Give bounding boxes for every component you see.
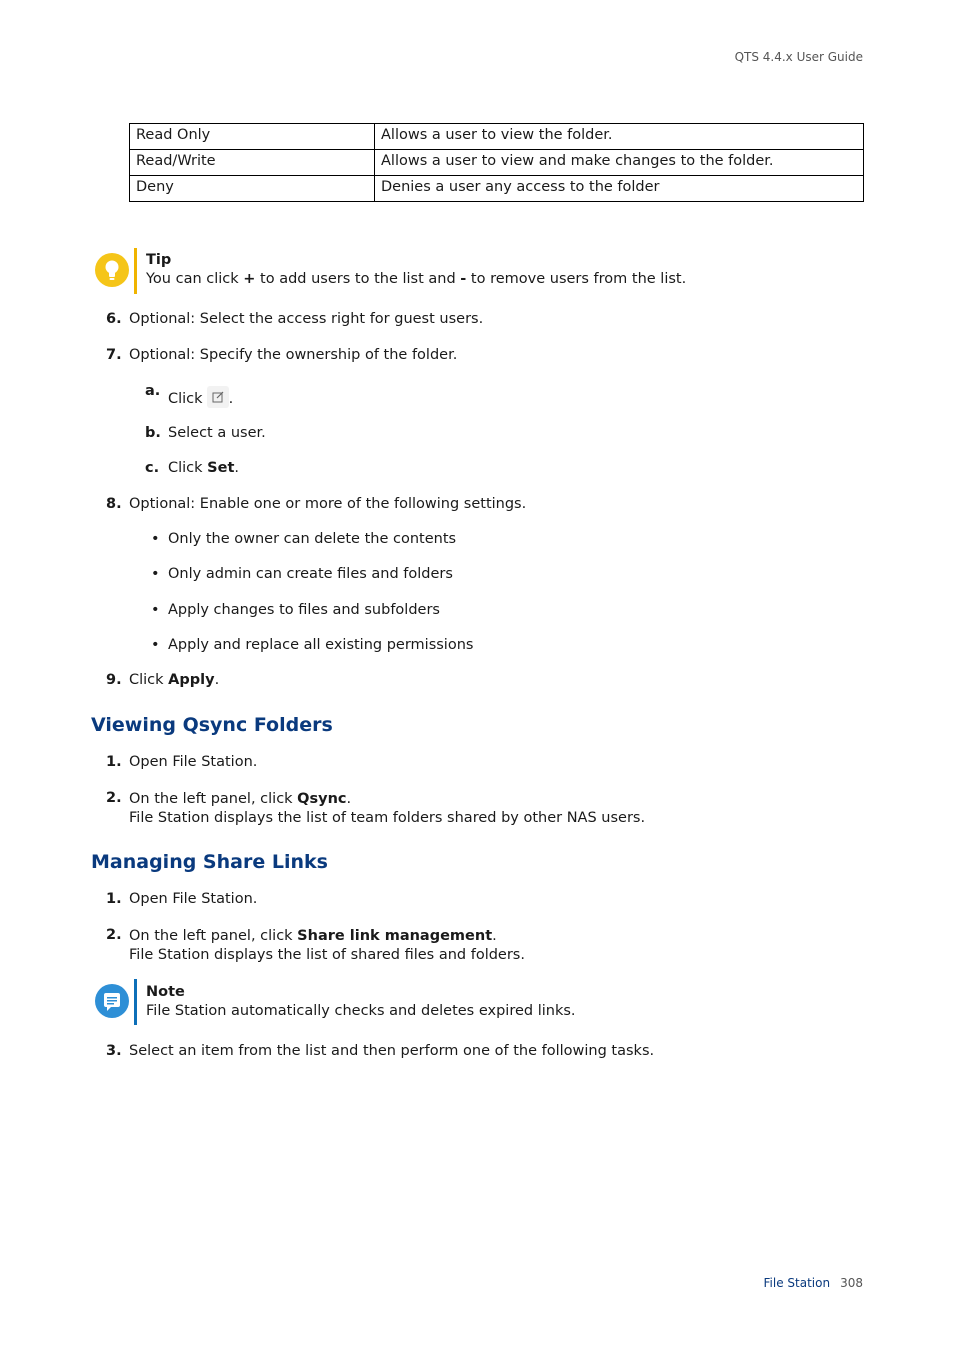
table-cell-right: Read/Write	[130, 150, 375, 176]
step-number: 2.	[106, 927, 122, 943]
bullet-item: Apply changes to files and subfolders	[168, 602, 440, 618]
substep-letter: b.	[145, 425, 161, 441]
note-icon	[95, 984, 129, 1018]
tip-title: Tip	[146, 252, 172, 268]
edit-icon	[207, 386, 229, 408]
tip-callout	[95, 248, 875, 294]
note-title: Note	[146, 984, 185, 1000]
step-number: 1.	[106, 891, 122, 907]
bullet-marker: •	[151, 566, 160, 582]
bullet-marker: •	[151, 531, 160, 547]
tip-accent-bar	[134, 248, 137, 294]
bullet-item: Only admin can create files and folders	[168, 566, 453, 582]
substep-letter: a.	[145, 383, 161, 399]
step-text: On the left panel, click Share link management. File Station displays the list of shared files and folders.	[129, 928, 525, 963]
step-number: 6.	[106, 311, 122, 327]
table-cell-description: Denies a user any access to the folder	[375, 176, 864, 202]
step-number: 9.	[106, 672, 122, 688]
section-heading: Viewing Qsync Folders	[91, 714, 333, 736]
step-text: Optional: Select the access right for guest users.	[129, 311, 484, 327]
table-cell-description: Allows a user to view and make changes to the folder.	[375, 150, 864, 176]
table-cell-description: Allows a user to view the folder.	[375, 124, 864, 150]
note-callout	[95, 979, 875, 1025]
table-row	[130, 176, 864, 202]
permissions-table	[129, 123, 864, 202]
step-text: Open File Station.	[129, 891, 258, 907]
step-text: Optional: Specify the ownership of the folder.	[129, 347, 458, 363]
table-cell-right: Read Only	[130, 124, 375, 150]
bullet-item: Apply and replace all existing permissions	[168, 637, 474, 653]
note-accent-bar	[134, 979, 137, 1025]
bullet-item: Only the owner can delete the contents	[168, 531, 457, 547]
page-footer	[764, 1276, 863, 1290]
tip-text: You can click + to add users to the list and - to remove users from the list.	[146, 271, 687, 287]
bullet-marker: •	[151, 637, 160, 653]
step-number: 7.	[106, 347, 122, 363]
footer-section: File Station	[763, 1276, 831, 1290]
section-heading: Managing Share Links	[91, 851, 328, 873]
lightbulb-icon	[95, 253, 129, 287]
step-text: On the left panel, click Qsync. File Station displays the list of team folders shared by other NAS users.	[129, 791, 646, 826]
note-text: File Station automatically checks and deletes expired links.	[146, 1003, 576, 1019]
step-text: Optional: Enable one or more of the following settings.	[129, 496, 527, 512]
step-number: 3.	[106, 1043, 122, 1059]
bullet-marker: •	[151, 602, 160, 618]
table-cell-right: Deny	[130, 176, 375, 202]
document-header: QTS 4.4.x User Guide	[734, 50, 863, 64]
substep-text: Click .	[168, 386, 233, 408]
table-row	[130, 124, 864, 150]
substep-text: Select a user.	[168, 425, 266, 441]
step-text: Select an item from the list and then perform one of the following tasks.	[129, 1043, 655, 1059]
step-text: Click Apply.	[129, 672, 220, 688]
substep-letter: c.	[145, 460, 160, 476]
step-number: 1.	[106, 754, 122, 770]
table-row	[130, 150, 864, 176]
step-number: 2.	[106, 790, 122, 806]
step-number: 8.	[106, 496, 122, 512]
page-number: 308	[840, 1276, 863, 1290]
step-text: Open File Station.	[129, 754, 258, 770]
substep-text: Click Set.	[168, 460, 239, 476]
